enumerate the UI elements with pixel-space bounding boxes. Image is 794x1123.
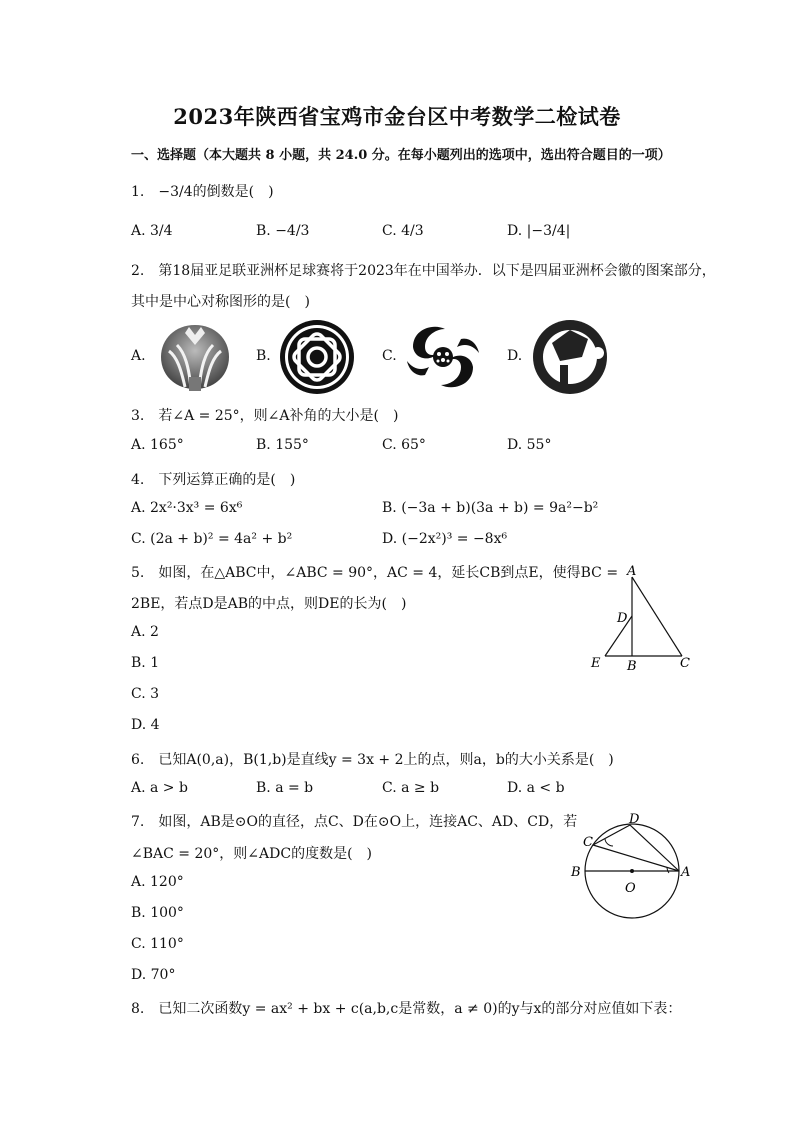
q2-option-b: B. <box>256 348 271 364</box>
section-heading-choice: 一、选择题（本大题共 8 小题，共 24.0 分。在每小题列出的选项中，选出符合题目的一项） <box>131 148 671 163</box>
question-3-stem: 3. 若∠A = 25°，则∠A补角的大小是( ) <box>131 408 399 424</box>
q6-option-b: B. a = b <box>256 780 314 796</box>
q5-option-d: D. 4 <box>131 717 160 733</box>
q5-option-c: C. 3 <box>131 686 160 702</box>
question-1-stem: 1. −3/4的倒数是( ) <box>131 184 274 200</box>
q1-option-a: A. 3/4 <box>131 223 173 239</box>
asian-cup-emblem-c <box>403 317 483 397</box>
label-b: B <box>571 865 581 880</box>
q6-option-c: C. a ≥ b <box>382 780 440 796</box>
label-c: C <box>583 835 593 850</box>
question-5-stem: 5. 如图，在△ABC中，∠ABC = 90°，AC = 4，延长CB到点E，使得BC = <box>131 565 619 581</box>
question-5-stem-line2: 2BE，若点D是AB的中点，则DE的长为( ) <box>131 596 407 612</box>
q3-option-d: D. 55° <box>507 437 552 453</box>
label-o: O <box>625 881 636 896</box>
q3-option-c: C. 65° <box>382 437 426 453</box>
q5-option-a: A. 2 <box>131 624 159 640</box>
q4-option-b: B. (−3a + b)(3a + b) = 9a²−b² <box>382 500 599 516</box>
label-b: B <box>627 659 637 674</box>
question-2-stem: 2. 第18届亚足联亚洲杯足球赛将于2023年在中国举办．以下是四届亚洲杯会徽的图案部分， <box>131 263 716 279</box>
page-title: 2023年陕西省宝鸡市金台区中考数学二检试卷 <box>173 104 621 129</box>
question-4-stem: 4. 下列运算正确的是( ) <box>131 472 296 488</box>
q4-option-d: D. (−2x²)³ = −8x⁶ <box>382 531 508 547</box>
q4-option-c: C. (2a + b)² = 4a² + b² <box>131 531 293 547</box>
label-e: E <box>591 656 601 671</box>
q7-option-c: C. 110° <box>131 936 184 952</box>
label-d: D <box>629 812 640 827</box>
question-8-stem: 8. 已知二次函数y = ax² + bx + c(a,b,c是常数，a ≠ 0)的y与x的部分对应值如下表： <box>131 1001 682 1017</box>
circle-figure <box>565 808 695 926</box>
q3-option-a: A. 165° <box>131 437 184 453</box>
asian-cup-emblem-d <box>530 317 610 397</box>
asian-cup-emblem-b <box>277 317 357 397</box>
q1-option-b: B. −4/3 <box>256 223 310 239</box>
asian-cup-emblem-a <box>155 317 235 397</box>
q7-option-d: D. 70° <box>131 967 176 983</box>
question-7-stem-line2: ∠BAC = 20°，则∠ADC的度数是( ) <box>131 846 372 862</box>
q6-option-a: A. a > b <box>131 780 188 796</box>
label-d: D <box>617 611 628 626</box>
q3-option-b: B. 155° <box>256 437 309 453</box>
label-c: C <box>680 656 690 671</box>
q7-option-b: B. 100° <box>131 905 184 921</box>
triangle-figure <box>585 560 695 675</box>
q2-option-d: D. <box>507 348 523 364</box>
label-a: A <box>681 865 691 880</box>
q1-option-c: C. 4/3 <box>382 223 424 239</box>
q4-option-a: A. 2x²·3x³ = 6x⁶ <box>131 500 243 516</box>
question-7-stem: 7. 如图，AB是⊙O的直径，点C、D在⊙O上，连接AC、AD、CD，若 <box>131 814 578 830</box>
q2-option-a: A. <box>131 348 146 364</box>
q2-option-c: C. <box>382 348 397 364</box>
q5-option-b: B. 1 <box>131 655 160 671</box>
q6-option-d: D. a < b <box>507 780 565 796</box>
q7-option-a: A. 120° <box>131 874 184 890</box>
label-a: A <box>627 564 637 579</box>
question-2-stem-line2: 其中是中心对称图形的是( ) <box>131 294 310 310</box>
q1-option-d: D. |−3/4| <box>507 223 571 239</box>
question-6-stem: 6. 已知A(0,a)，B(1,b)是直线y = 3x + 2上的点，则a，b的大小关系是( ) <box>131 752 614 768</box>
